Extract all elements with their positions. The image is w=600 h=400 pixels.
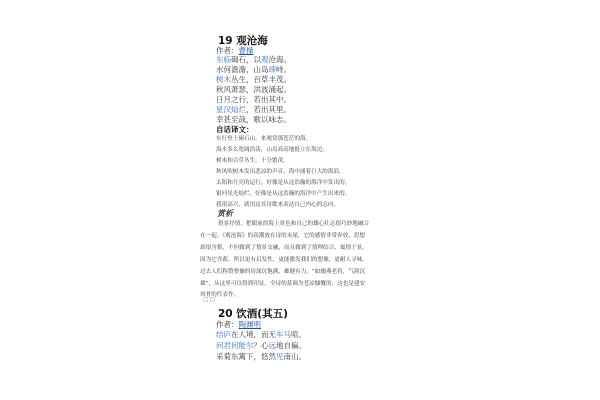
verse-text: 丛生，百草丰茂。 (231, 75, 291, 84)
annotated-word[interactable]: 问君何能尔 (216, 341, 254, 350)
translation-line: 东行登上碣石山，来观赏那苍茫的海。 (216, 136, 312, 142)
appreciation-line: 风骨的代表作。 (200, 292, 240, 298)
author-link-taoyuanming[interactable]: 陶渊明 (238, 320, 261, 329)
verse-text: ？心 (253, 341, 269, 350)
appreciation-line: 却很含蓄，不但做到了情景交融，而且做到了情理结合、寓情于景。 (200, 245, 368, 251)
translation-line: 我很高兴，就用这首诗歌来表达自己内心的志向。 (216, 202, 340, 208)
verse-text: 日月之行，若出其中。 (216, 95, 291, 104)
annotated-word[interactable]: 星汉灿烂 (216, 105, 246, 114)
appreciation-line: 雄”，从这里可以得到印证。全诗的基调为苍凉慷慨的，这也是建安 (200, 281, 366, 287)
appreciation-line: 借景抒情，把眼前的海上景色和自己的雄心壮志很巧妙地融合 (218, 221, 370, 227)
appreciation-line: 过去人们称赞曹操的诗深沉饱满、雄健有力，“如幽燕老将，气韵沉 (200, 269, 366, 275)
verse-line (216, 351, 306, 362)
translation-line: 太阳和月亮的运行，好像是从这浩瀚的海洋中发出的。 (216, 180, 351, 186)
annotated-word[interactable]: 竦 (268, 65, 276, 74)
verse-text: ，若出其里。 (246, 105, 291, 114)
annotated-word[interactable]: 东临 (216, 55, 231, 64)
author-label: 作者： (216, 46, 239, 55)
verse-text: 峙。 (276, 65, 291, 74)
verse-text: 采菊东篱下，悠然 (216, 352, 276, 361)
appreciation-line: 在一起。《观沧海》的高潮放在诗的末尾，它的感情非常奔放，思想 (200, 233, 366, 239)
appreciation-line: 因为它含蓄，所以更有启发性，更能激发我们的想像，更耐人寻味。 (200, 257, 368, 263)
annotated-word[interactable]: 见 (276, 352, 284, 361)
author-label: 作者： (216, 320, 239, 329)
translation-line: 秋风吹树木发出悲凉的声音，海中涌着巨大的海浪。 (216, 169, 345, 175)
poem-title-2: 20 饮酒(其五) (218, 308, 288, 320)
author-link-caocao[interactable]: 曹操 (238, 46, 254, 55)
verse-text: 碣石，以 (231, 55, 261, 64)
verse-text: 喧。 (291, 330, 306, 339)
verse-text: 幸甚至哉，歌以咏志。 (216, 115, 291, 124)
appreciation-heading: 赏析 (217, 209, 233, 218)
translation-line: 银河星光灿烂，好像是从这浩瀚的海洋中产生出来的。 (216, 191, 351, 197)
verse-text: 地自偏。 (276, 341, 306, 350)
verse-text: 在人境，而无 (231, 330, 276, 339)
verse-text: 秋风萧瑟，洪波涌起。 (216, 85, 291, 94)
verse-text: 沧海。 (268, 55, 291, 64)
translation-line: 树木和百草丛生，十分繁茂。 (216, 158, 289, 164)
annotated-word[interactable]: 结庐 (216, 330, 231, 339)
translation-line: 海水多么宽阔浩荡，山岛高高地挺立在海边。 (216, 147, 328, 153)
annotated-word[interactable]: 远 (268, 341, 276, 350)
annotated-word[interactable]: 树木 (216, 75, 231, 84)
verse-line (216, 329, 306, 340)
verse-text: 南山。 (283, 352, 306, 361)
poem-title-1: 19 观沧海 (218, 35, 268, 47)
annotated-word[interactable]: 车马 (276, 330, 291, 339)
verse-text: 水何澹澹，山岛 (216, 65, 269, 74)
verse-line (216, 340, 306, 351)
placeholder-squares: □□ (203, 296, 217, 303)
annotated-word[interactable]: 观 (261, 55, 269, 64)
translation-heading: 自话译文： (216, 125, 254, 134)
